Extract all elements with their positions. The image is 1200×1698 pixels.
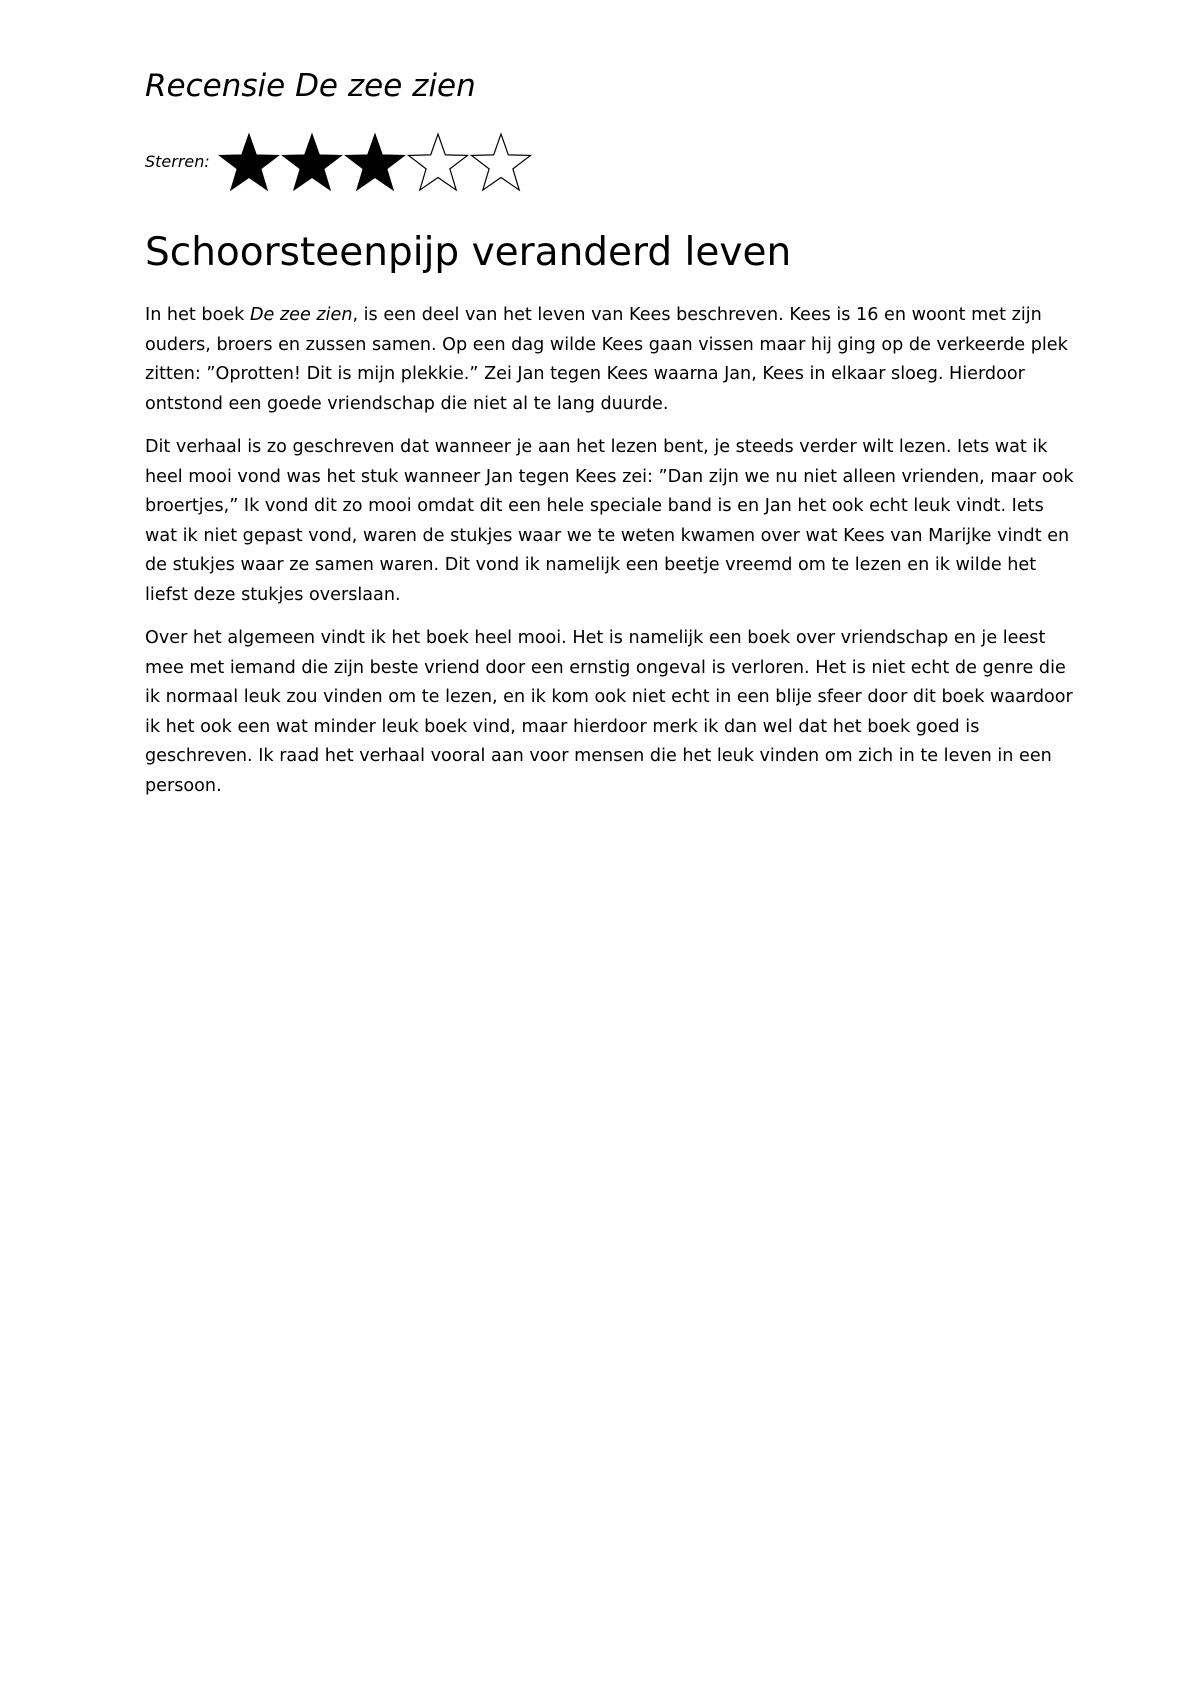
empty-star-icon: [405, 130, 471, 196]
rating-label: Sterren:: [145, 151, 210, 171]
paragraph-1-start: In het boek: [145, 305, 250, 325]
filled-star-icon: [342, 130, 408, 196]
paragraph-1: [145, 301, 1075, 419]
paragraph-3: Over het algemeen vindt ik het boek heel mooi. Het is namelijk een boek over vriendschap en je leest mee met iemand die zijn beste vriend door een ernstig ongeval is verloren. Het is niet echt de genre die ik normaal leuk zou vinden om te lezen, en ik kom ook niet echt in een blije sfeer door dit boek waardoor ik het ook een wat minder leuk boek vind, maar hierdoor merk ik dan wel dat het boek goed is geschreven. Ik raad het verhaal vooral aan voor mensen die het leuk vinden om zich in te leven in een persoon.: [145, 628, 1073, 796]
empty-star-icon: [468, 130, 534, 196]
review-headline: Schoorsteenpijp veranderd leven: [145, 230, 792, 275]
filled-star-icon: [216, 130, 282, 196]
filled-star-icon: [279, 130, 345, 196]
paragraph-1-rest: , is een deel van het leven van Kees beschreven. Kees is 16 en woont met zijn ouders, broers en zussen samen. Op een dag wilde Kees gaan vissen maar hij ging op de verkeerde plek zitten: ”Oprotten! Dit is mijn plekkie.” Zei Jan tegen Kees waarna Jan, Kees in elkaar sloeg. Hierdoor ontstond een goede vriendschap die niet al te lang duurde.: [145, 305, 1068, 414]
paragraph-2: Dit verhaal is zo geschreven dat wanneer je aan het lezen bent, je steeds verder wilt lezen. Iets wat ik heel mooi vond was het stuk wanneer Jan tegen Kees zei: ”Dan zijn we nu niet alleen vrienden, maar ook broertjes,” Ik vond dit zo mooi omdat dit een hele speciale band is en Jan het ook echt leuk vindt. Iets wat ik niet gepast vond, waren de stukjes waar we te weten kwamen over wat Kees van Marijke vindt en de stukjes waar ze samen waren. Dit vond ik namelijk een beetje vreemd om te lezen en ik wilde het liefst deze stukjes overslaan.: [145, 437, 1074, 605]
star-list: [216, 130, 531, 196]
document-title: Recensie De zee zien: [145, 68, 476, 104]
book-title-emphasis: De zee zien: [249, 305, 353, 325]
review-body: [145, 301, 1075, 815]
star-rating: [145, 128, 531, 198]
